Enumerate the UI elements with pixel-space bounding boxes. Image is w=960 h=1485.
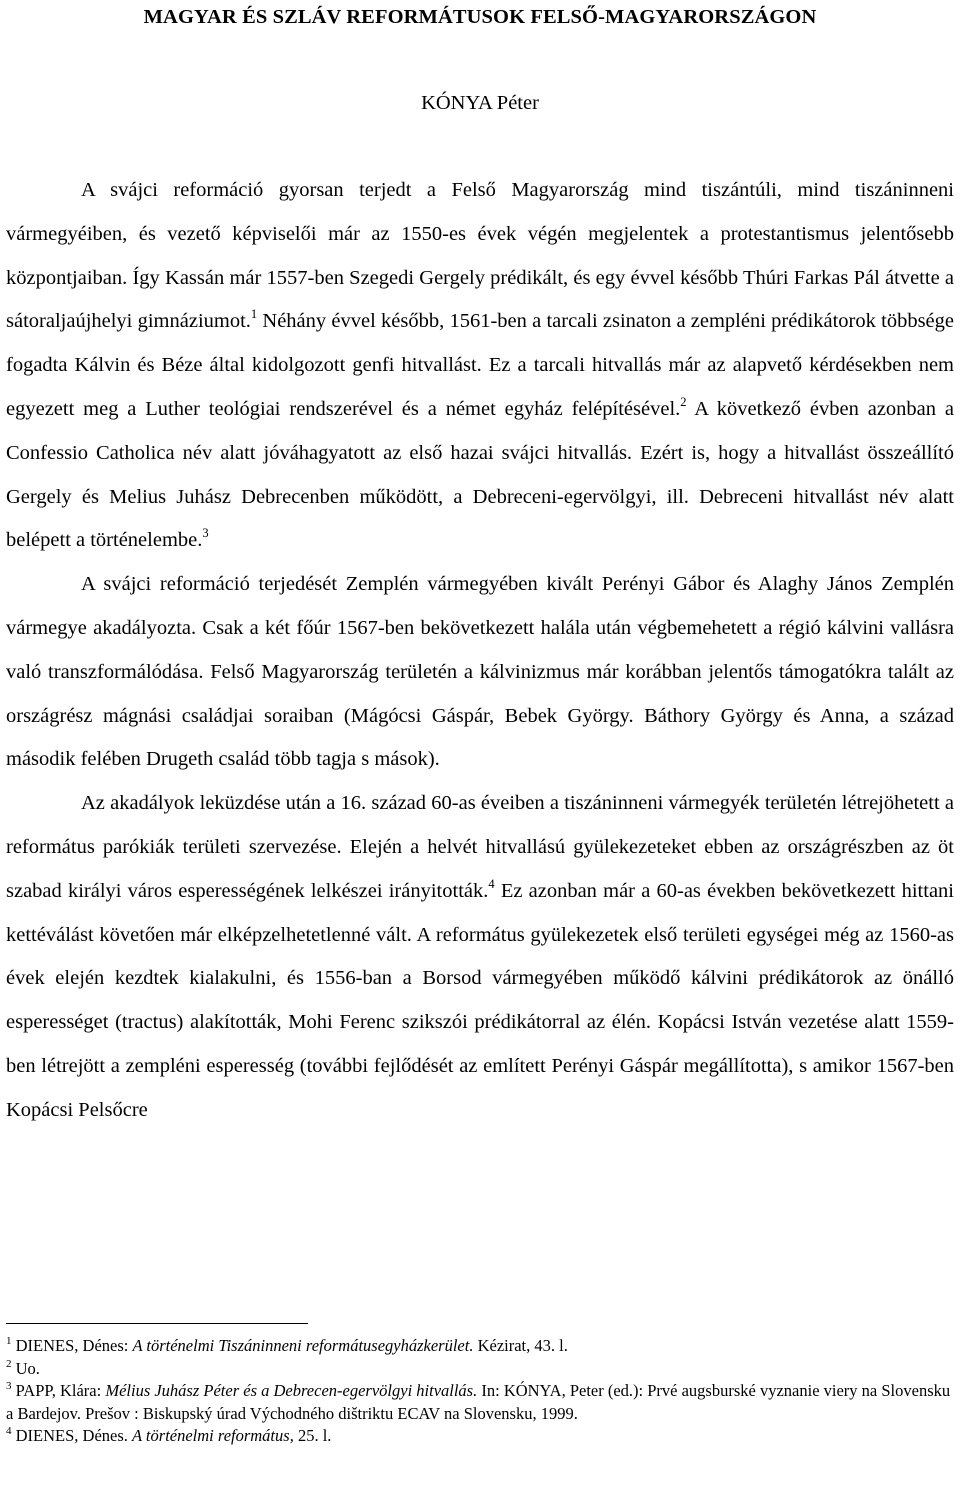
paragraph-3-part-b: Ez azonban már a 60-as években bekövetkezett hittani kettéválást követően már elképzelhetetlenné vált. A református gyülekezetek első területi egységei még az 1560-as évek elején kezdtek kialakulni, és 1556-ban a Borsod vármegyében működő kálvini prédikátorok az önálló esperességet (tractus) alakították, Mohi Ferenc szikszói prédikátorral az élén. Kopácsi István vezetése alatt 1559-ben létrejött a zempléni esperesség (további fejlődését az említett Perényi Gáspár megállította), s amikor 1567-ben Kopácsi Pelsőcre bbox=[6, 879, 954, 1121]
paragraph-1-part-b: Néhány évvel később, 1561-ben a tarcali zsinaton a zempléni prédikátorok többsége fogadta Kálvin és Béze által kidolgozott genfi hitvallást. Ez a tarcali hitvallás már az alapvető kérdésekben nem egyezett meg a Luther teológiai rendszerével és a német egyház felépítésével. bbox=[6, 310, 954, 420]
footnote-number: 4 bbox=[6, 1425, 12, 1437]
paragraph-1-part-c: A következő évben azonban a Confessio Catholica név alatt jóváhagyatott az első hazai svájci hitvallás. Ezért is, hogy a hitvallást összeállító Gergely és Melius Juhász Debrecenben működött, a Debreceni-egervölgyi, ill. Debreceni hitvallást név alatt belépett a történelembe. bbox=[6, 397, 954, 552]
author-name: KÓNYA Péter bbox=[421, 92, 539, 114]
paragraph-3-part-a: Az akadályok leküzdése után a 16. század 60-as éveiben a tiszáninneni vármegyék területén létrejöhetett a református parókiák területi szervezése. Elején a helvét hitvallású gyülekezeteket ebben az országrészben az öt szabad királyi város esperességének lelkészei irányitották. bbox=[6, 792, 954, 902]
paragraph-3 bbox=[6, 782, 954, 1132]
footnote-text: DIENES, Dénes. bbox=[11, 1426, 133, 1445]
footnote-ref-1[interactable]: 1 bbox=[250, 307, 258, 322]
footnote-ref-3[interactable]: 3 bbox=[202, 526, 209, 541]
paragraph-1 bbox=[6, 169, 954, 563]
footnotes bbox=[6, 1335, 954, 1448]
footnote-separator bbox=[6, 1323, 308, 1324]
footnote-2 bbox=[6, 1358, 954, 1381]
paragraph-2: A svájci reformáció terjedését Zemplén vármegyében kivált Perényi Gábor és Alaghy János Zemplén vármegye akadályozta. Csak a két főúr 1567-ben bekövetkezett halála után végbemehetett a régió kálvini vallásra való transzformálódása. Felső Magyarország területén a kálvinizmus már korábban jelentős támogatókra talált az országrész mágnási családjai soraiban (Mágócsi Gáspár, Bebek György. Báthory György és Anna, a század második felében Drugeth család több tagja s mások). bbox=[6, 573, 954, 771]
footnote-3 bbox=[6, 1380, 954, 1425]
footnote-4 bbox=[6, 1425, 954, 1448]
footnote-text-tail: In: KÓNYA, Peter (ed.): Prvé augsburské vyznanie viery na Slovensku a Bardejov. Prešov : Biskupský úrad Východného dištriktu ECAV na Slovensku, 1999. bbox=[6, 1381, 951, 1423]
footnote-text: DIENES, Dénes: bbox=[11, 1336, 133, 1355]
footnote-ref-4[interactable]: 4 bbox=[488, 876, 495, 891]
footnote-text-tail: 25. l. bbox=[293, 1426, 332, 1445]
document-title: MAGYAR ÉS SZLÁV REFORMÁTUSOK FELSŐ-MAGYARORSZÁGON bbox=[143, 6, 817, 28]
footnote-work-title: A történelmi Tiszáninneni reformátusegyházkerület. bbox=[132, 1336, 474, 1355]
footnote-1 bbox=[6, 1335, 954, 1358]
footnote-text: PAPP, Klára: bbox=[11, 1381, 106, 1400]
footnote-text: Uo. bbox=[11, 1358, 40, 1378]
footnote-text-tail: Kézirat, 43. l. bbox=[473, 1336, 568, 1355]
body-text bbox=[6, 169, 954, 1133]
footnote-number: 1 bbox=[6, 1335, 12, 1347]
footnote-ref-2[interactable]: 2 bbox=[680, 394, 687, 409]
footnote-work-title: Mélius Juhász Péter és a Debrecen-egervölgyi hitvallás. bbox=[105, 1381, 478, 1400]
footnote-number: 3 bbox=[6, 1380, 12, 1392]
footnote-work-title: A történelmi református, bbox=[132, 1426, 294, 1445]
paragraph-1-part-a: A svájci reformáció gyorsan terjedt a Felső Magyarország mind tiszántúli, mind tiszáninneni vármegyéiben, és vezető képviselői már az 1550-es évek végén megjelentek a protestantismus jelentősebb központjaiban. Így Kassán már 1557-ben Szegedi Gergely prédikált, és egy évvel később Thúri Farkas Pál átvette a sátoraljaújhelyi gimnáziumot. bbox=[6, 179, 954, 333]
footnote-number: 2 bbox=[6, 1357, 12, 1370]
